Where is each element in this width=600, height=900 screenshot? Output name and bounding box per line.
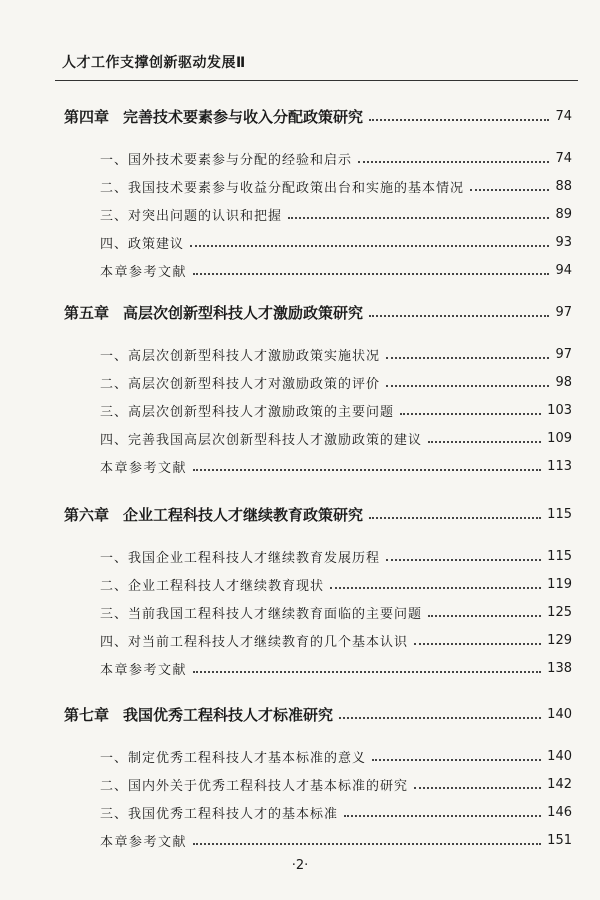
entry-page-number: 115 — [547, 548, 572, 564]
dot-leader — [414, 643, 541, 645]
entry-page-number: 97 — [555, 346, 572, 362]
toc-section-entry[interactable] — [100, 744, 572, 768]
toc-section-entry[interactable] — [100, 230, 572, 254]
entry-page-number: 115 — [547, 506, 572, 522]
entry-title: 高层次创新型科技人才激励政策研究 — [123, 303, 364, 322]
entry-title: 一、高层次创新型科技人才激励政策实施状况 — [100, 348, 381, 364]
toc-chapter-entry[interactable] — [64, 502, 572, 526]
entry-title: 三、当前我国工程科技人才继续教育面临的主要问题 — [100, 606, 423, 622]
entry-page-number: 138 — [547, 660, 572, 676]
dot-leader — [369, 517, 541, 519]
entry-page-number: 74 — [555, 108, 572, 124]
entry-page-number: 97 — [555, 304, 572, 320]
entry-title: 三、高层次创新型科技人才激励政策的主要问题 — [100, 404, 395, 420]
entry-page-number: 140 — [547, 706, 572, 722]
entry-page-number: 142 — [547, 776, 572, 792]
entry-page-number: 140 — [547, 748, 572, 764]
entry-title: 一、制定优秀工程科技人才基本标准的意义 — [100, 750, 367, 766]
entry-page-number: 151 — [547, 832, 572, 848]
chapter-number: 第七章 — [64, 705, 110, 724]
toc-section-entry[interactable] — [100, 426, 572, 450]
entry-page-number: 88 — [555, 178, 572, 194]
entry-title: 完善技术要素参与收入分配政策研究 — [123, 107, 364, 126]
dot-leader — [400, 413, 541, 415]
toc-chapter-entry[interactable] — [64, 104, 572, 128]
dot-leader — [339, 717, 541, 719]
chapter-number: 第五章 — [64, 303, 110, 322]
chapter-number: 第四章 — [64, 107, 110, 126]
toc-chapter-entry[interactable] — [64, 702, 572, 726]
dot-leader — [193, 843, 541, 845]
toc-chapter-entry[interactable] — [64, 300, 572, 324]
toc-section-entry[interactable] — [100, 544, 572, 568]
entry-title: 本章参考文献 — [100, 834, 188, 850]
entry-title: 本章参考文献 — [100, 264, 188, 280]
dot-leader — [470, 189, 549, 191]
toc-section-entry[interactable] — [100, 342, 572, 366]
entry-page-number: 94 — [555, 262, 572, 278]
dot-leader — [369, 315, 549, 317]
dot-leader — [330, 587, 541, 589]
toc-section-entry[interactable] — [100, 628, 572, 652]
toc-references-entry[interactable] — [100, 656, 572, 680]
chapter-number: 第六章 — [64, 505, 110, 524]
toc-section-entry[interactable] — [100, 600, 572, 624]
entry-title: 三、对突出问题的认识和把握 — [100, 208, 283, 224]
dot-leader — [369, 119, 549, 121]
toc-section-entry[interactable] — [100, 174, 572, 198]
entry-page-number: 119 — [547, 576, 572, 592]
toc-references-entry[interactable] — [100, 454, 572, 478]
entry-page-number: 103 — [547, 402, 572, 418]
page-number: ·2· — [291, 858, 309, 873]
running-header: 人才工作支撑创新驱动发展Ⅱ — [62, 55, 246, 71]
toc-section-entry[interactable] — [100, 772, 572, 796]
entry-page-number: 74 — [555, 150, 572, 166]
entry-title: 一、国外技术要素参与分配的经验和启示 — [100, 152, 353, 168]
entry-title: 四、政策建议 — [100, 236, 185, 252]
toc-section-entry[interactable] — [100, 202, 572, 226]
entry-title: 一、我国企业工程科技人才继续教育发展历程 — [100, 550, 381, 566]
entry-title: 企业工程科技人才继续教育政策研究 — [123, 505, 364, 524]
entry-title: 本章参考文献 — [100, 460, 188, 476]
entry-title: 我国优秀工程科技人才标准研究 — [123, 705, 334, 724]
entry-title: 三、我国优秀工程科技人才的基本标准 — [100, 806, 339, 822]
toc-section-entry[interactable] — [100, 398, 572, 422]
dot-leader — [193, 469, 541, 471]
toc-section-entry[interactable] — [100, 800, 572, 824]
dot-leader — [414, 787, 541, 789]
entry-page-number: 146 — [547, 804, 572, 820]
dot-leader — [386, 385, 549, 387]
dot-leader — [428, 441, 541, 443]
toc-section-entry[interactable] — [100, 370, 572, 394]
entry-page-number: 129 — [547, 632, 572, 648]
dot-leader — [190, 245, 549, 247]
entry-page-number: 98 — [555, 374, 572, 390]
dot-leader — [344, 815, 541, 817]
entry-title: 二、我国技术要素参与收益分配政策出台和实施的基本情况 — [100, 180, 465, 196]
entry-title: 二、国内外关于优秀工程科技人才基本标准的研究 — [100, 778, 409, 794]
entry-title: 四、完善我国高层次创新型科技人才激励政策的建议 — [100, 432, 423, 448]
dot-leader — [193, 671, 541, 673]
entry-title: 二、高层次创新型科技人才对激励政策的评价 — [100, 376, 381, 392]
entry-page-number: 125 — [547, 604, 572, 620]
dot-leader — [358, 161, 549, 163]
dot-leader — [372, 759, 541, 761]
entry-title: 二、企业工程科技人才继续教育现状 — [100, 578, 325, 594]
dot-leader — [193, 273, 549, 275]
entry-page-number: 109 — [547, 430, 572, 446]
dot-leader — [428, 615, 541, 617]
toc-references-entry[interactable] — [100, 258, 572, 282]
dot-leader — [386, 559, 541, 561]
dot-leader — [386, 357, 549, 359]
entry-title: 本章参考文献 — [100, 662, 188, 678]
dot-leader — [288, 217, 549, 219]
entry-page-number: 89 — [555, 206, 572, 222]
toc-references-entry[interactable] — [100, 828, 572, 852]
toc-section-entry[interactable] — [100, 146, 572, 170]
entry-page-number: 113 — [547, 458, 572, 474]
entry-title: 四、对当前工程科技人才继续教育的几个基本认识 — [100, 634, 409, 650]
toc-section-entry[interactable] — [100, 572, 572, 596]
entry-page-number: 93 — [555, 234, 572, 250]
